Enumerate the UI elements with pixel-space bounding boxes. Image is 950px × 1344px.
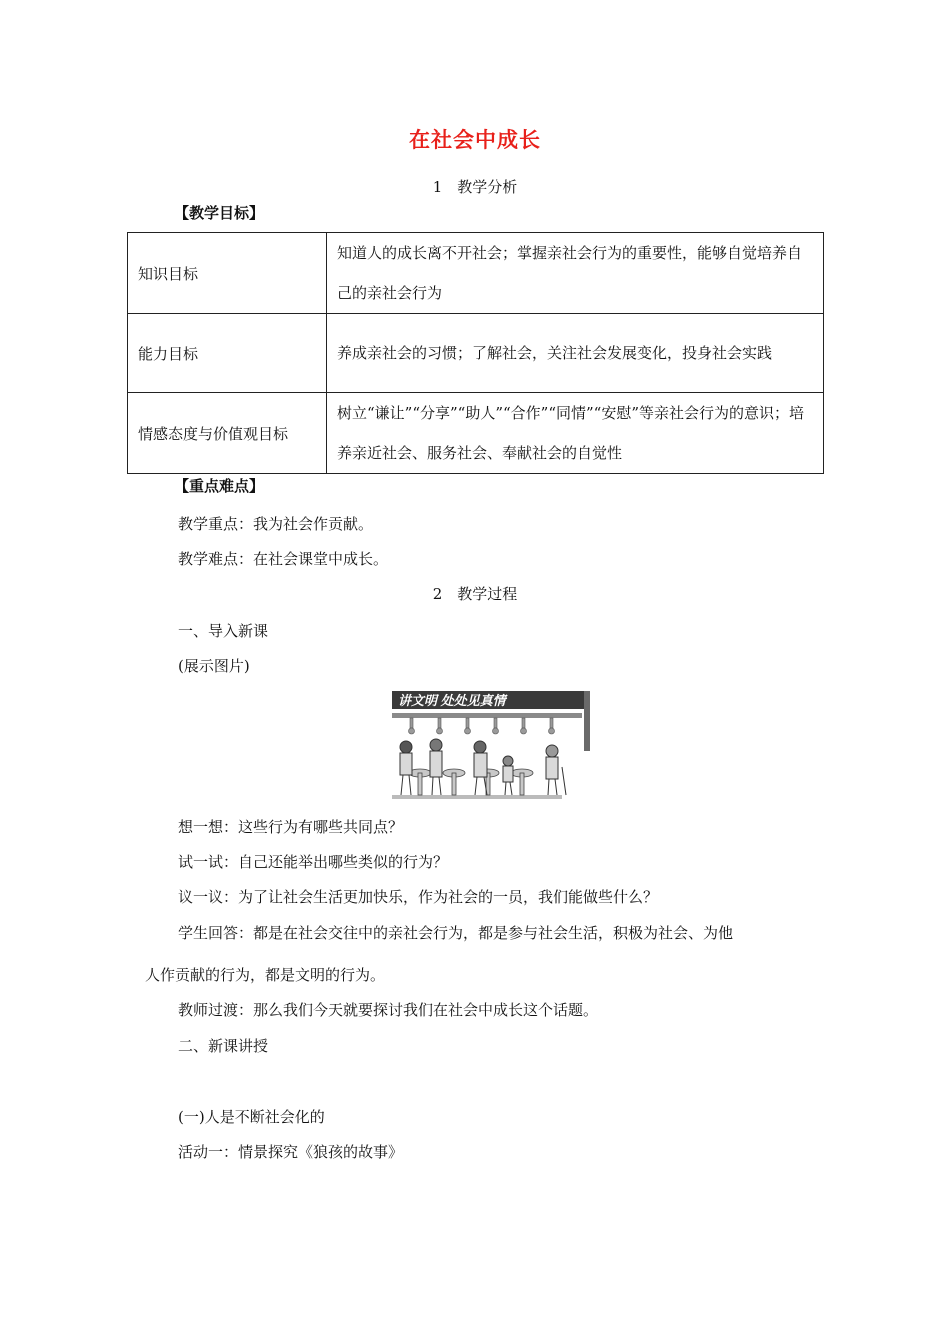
teaching-goals-table	[127, 232, 824, 474]
goal-content: 树立“谦让”“分享”“助人”“合作”“同情”“安慰”等亲社会行为的意识；培养亲近社会、服务社会、奉献社会的自觉性	[327, 393, 824, 474]
page-title: 在社会中成长	[409, 127, 541, 152]
student-answer-line1: 学生回答：都是在社会交往中的亲社会行为，都是参与社会生活，积极为社会、为他	[178, 924, 734, 942]
goal-label: 能力目标	[128, 314, 327, 393]
section-label: 教学分析	[457, 178, 518, 196]
goal-label: 情感态度与价值观目标	[128, 393, 327, 474]
teacher-transition: 教师过渡：那么我们今天就要探讨我们在社会中成长这个话题。	[178, 1001, 599, 1019]
part1-heading: 一、导入新课	[178, 622, 269, 640]
goal-content: 知道人的成长离不开社会；掌握亲社会行为的重要性，能够自觉培养自己的亲社会行为	[327, 233, 824, 314]
goals-heading: 【教学目标】	[174, 204, 265, 222]
key-difficulty-heading: 【重点难点】	[174, 477, 265, 495]
goal-label: 知识目标	[128, 233, 327, 314]
illustration-bus-courtesy	[392, 687, 590, 801]
show-picture-note: (展示图片)	[178, 657, 250, 675]
section-number: 1	[432, 178, 443, 196]
section-label: 教学过程	[457, 585, 518, 603]
section-heading-analysis	[0, 176, 950, 197]
table-row	[128, 393, 824, 474]
section-heading-process	[0, 583, 950, 604]
section-number: 2	[432, 585, 443, 603]
difficult-point: 教学难点：在社会课堂中成长。	[178, 550, 389, 568]
table-row	[128, 233, 824, 314]
subsection-heading: (一)人是不断社会化的	[178, 1108, 325, 1126]
activity-heading: 活动一：情景探究《狼孩的故事》	[178, 1143, 404, 1161]
student-answer-line2: 人作贡献的行为，都是文明的行为。	[145, 966, 386, 984]
question-try: 试一试：自己还能举出哪些类似的行为？	[178, 853, 449, 871]
question-discuss: 议一议：为了让社会生活更加快乐，作为社会的一员，我们能做些什么？	[178, 888, 659, 906]
table-row	[128, 314, 824, 393]
question-think: 想一想：这些行为有哪些共同点？	[178, 818, 404, 836]
goal-content: 养成亲社会的习惯；了解社会，关注社会发展变化，投身社会实践	[327, 314, 824, 393]
key-point: 教学重点：我为社会作贡献。	[178, 515, 374, 533]
banner-text: 讲文明 处处见真情	[398, 693, 506, 708]
part2-heading: 二、新课讲授	[178, 1037, 269, 1055]
